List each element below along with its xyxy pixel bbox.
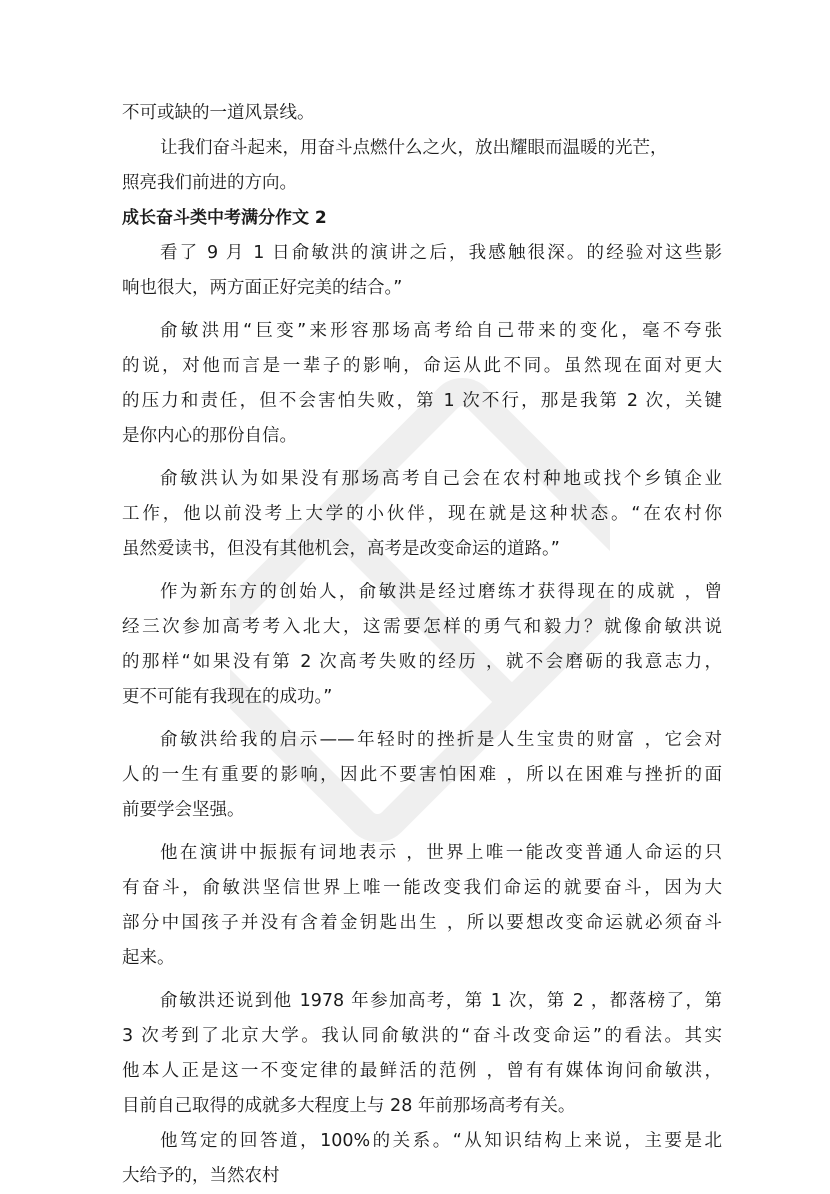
text-line: 的那样“如果没有第 2 次高考失败的经历 ，就不会磨砺的我意志力，	[122, 652, 722, 672]
text-line: 大给予的，当然农村	[122, 1166, 280, 1186]
text-line: 有奋斗，俞敏洪坚信世界上唯一能改变我们命运的就要奋斗，因为大	[122, 878, 722, 898]
text-line: 3 次考到了北京大学。我认同俞敏洪的“奋斗改变命运”的看法。其实	[122, 1026, 722, 1046]
text-line: 看了 9 月 1 日俞敏洪的演讲之后，我感触很深。的经验对这些影	[160, 243, 722, 263]
text-line: 俞敏洪用“巨变”来形容那场高考给自己带来的变化，毫不夸张	[160, 321, 722, 341]
text-line: 作为新东方的创始人，俞敏洪是经过磨练才获得现在的成就 ，曾	[160, 582, 722, 602]
text-line: 经三次参加高考考入北大，这需要怎样的勇气和毅力？就像俞敏洪说	[122, 617, 722, 637]
text-line: 不可或缺的一道风景线。	[122, 103, 315, 123]
text-line: 响也很大，两方面正好完美的结合。”	[122, 278, 403, 298]
text-line: 俞敏洪给我的启示——年轻时的挫折是人生宝贵的财富 ，它会对	[160, 730, 722, 750]
text-line: 虽然爱读书，但没有其他机会，高考是改变命运的道路。”	[122, 539, 560, 559]
text-line: 他本人正是这一不变定律的最鲜活的范例 ，曾有有媒体询问俞敏洪，	[122, 1061, 722, 1081]
text-line: 更不可能有我现在的成功。”	[122, 687, 333, 707]
text-line: 的说，对他而言是一辈子的影响，命运从此不同。虽然现在面对更大	[122, 356, 722, 376]
text-line: 是你内心的那份自信。	[122, 426, 297, 446]
text-line: 他在演讲中振振有词地表示 ，世界上唯一能改变普通人命运的只	[160, 843, 722, 863]
text-line: 照亮我们前进的方向。	[122, 173, 297, 193]
text-line: 的压力和责任，但不会害怕失败，第 1 次不行，那是我第 2 次，关键	[122, 391, 722, 411]
text-line: 俞敏洪认为如果没有那场高考自己会在农村种地或找个乡镇企业	[160, 469, 722, 489]
document-body	[122, 96, 722, 1194]
text-line: 让我们奋斗起来，用奋斗点燃什么之火，放出耀眼而温暖的光芒，	[160, 138, 668, 158]
text-line: 工作，他以前没考上大学的小伙伴，现在就是这种状态。“在农村你	[122, 504, 722, 524]
text-line: 前要学会坚强。	[122, 800, 245, 820]
text-line: 人的一生有重要的影响，因此不要害怕困难 ，所以在困难与挫折的面	[122, 765, 722, 785]
text-line: 目前自己取得的成就多大程度上与 28 年前那场高考有关。	[122, 1096, 576, 1116]
section-heading: 成长奋斗类中考满分作文 2	[122, 208, 327, 228]
text-line: 部分中国孩子并没有含着金钥匙出生 ，所以要想改变命运就必须奋斗	[122, 913, 722, 933]
text-line: 俞敏洪还说到他 1978 年参加高考，第 1 次，第 2 ，都落榜了，第	[160, 991, 722, 1011]
text-line: 起来。	[122, 948, 175, 968]
text-line: 他笃定的回答道，100%的关系。“从知识结构上来说，主要是北	[160, 1131, 722, 1151]
